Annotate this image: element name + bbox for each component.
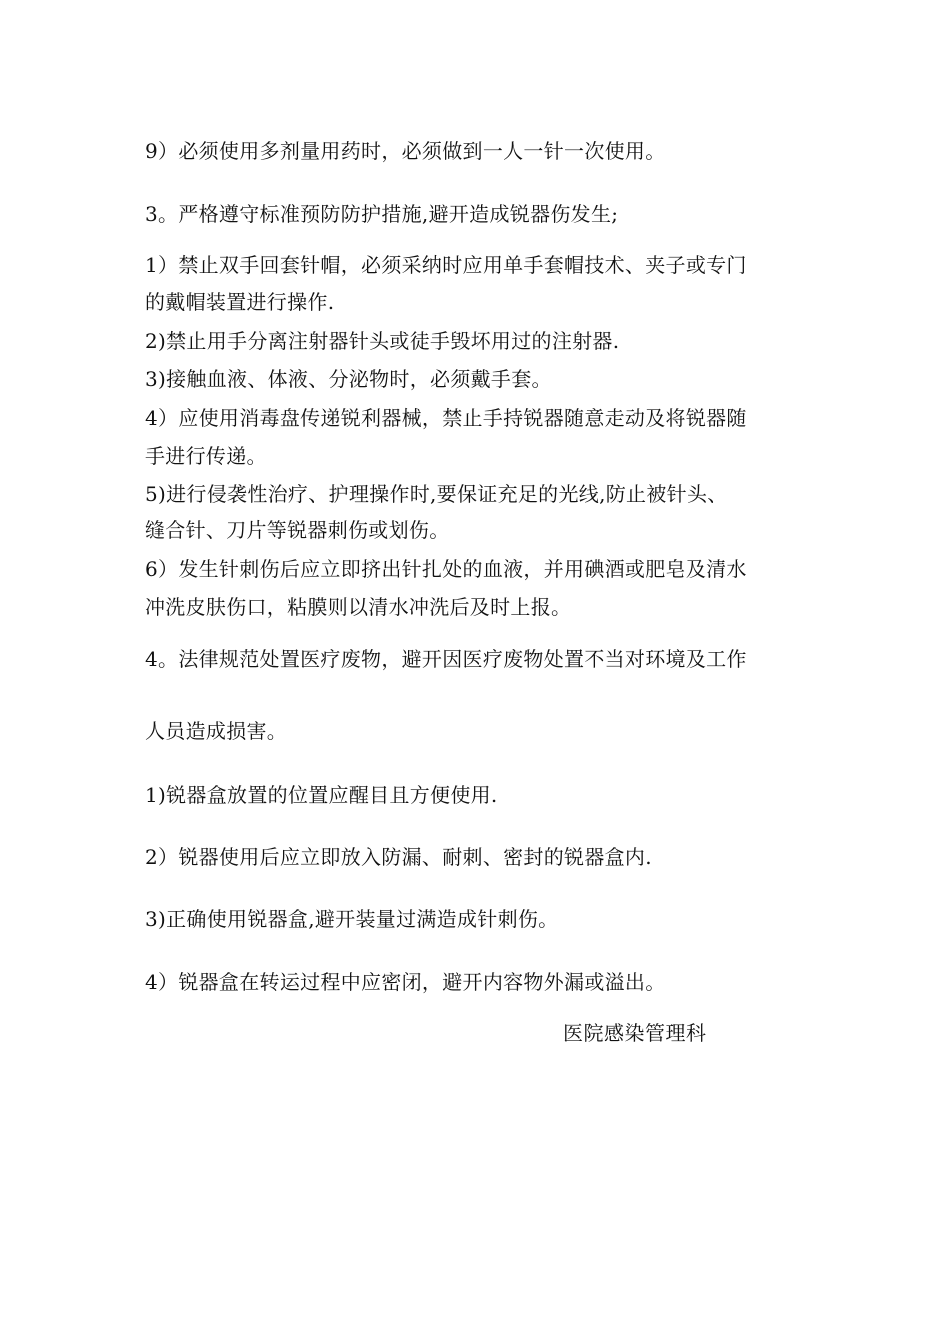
paragraph-line: 4）锐器盒在转运过程中应密闭，避开内容物外漏或溢出。 (145, 970, 666, 994)
paragraph-line: 3)接触血液、体液、分泌物时，必须戴手套。 (145, 367, 552, 391)
paragraph-line: 5)进行侵袭性治疗、护理操作时,要保证充足的光线,防止被针头、 (145, 482, 728, 506)
signature-department: 医院感染管理科 (563, 1021, 707, 1045)
paragraph-line: 6）发生针刺伤后应立即挤出针扎处的血液，并用碘酒或肥皂及清水 (145, 557, 747, 581)
paragraph-line: 的戴帽装置进行操作. (145, 290, 335, 314)
paragraph-line: 人员造成损害。 (145, 719, 288, 743)
paragraph-line: 4。法律规范处置医疗废物，避开因医疗废物处置不当对环境及工作 (145, 647, 747, 671)
paragraph-line: 3。严格遵守标准预防防护措施,避开造成锐器伤发生; (145, 202, 619, 226)
paragraph-line: 1)锐器盒放置的位置应醒目且方便使用. (145, 783, 498, 807)
paragraph-line: 手进行传递。 (145, 444, 267, 468)
paragraph-line: 2)禁止用手分离注射器针头或徒手毁坏用过的注射器. (145, 329, 620, 353)
paragraph-line: 缝合针、刀片等锐器刺伤或划伤。 (145, 518, 450, 542)
paragraph-line: 9）必须使用多剂量用药时，必须做到一人一针一次使用。 (145, 139, 666, 163)
paragraph-line: 1）禁止双手回套针帽，必须采纳时应用单手套帽技术、夹子或专门 (145, 253, 747, 277)
paragraph-line: 4）应使用消毒盘传递锐利器械，禁止手持锐器随意走动及将锐器随 (145, 406, 747, 430)
paragraph-line: 冲洗皮肤伤口，粘膜则以清水冲洗后及时上报。 (145, 595, 572, 619)
paragraph-line: 3)正确使用锐器盒,避开装量过满造成针刺伤。 (145, 907, 559, 931)
paragraph-line: 2）锐器使用后应立即放入防漏、耐刺、密封的锐器盒内. (145, 845, 652, 869)
